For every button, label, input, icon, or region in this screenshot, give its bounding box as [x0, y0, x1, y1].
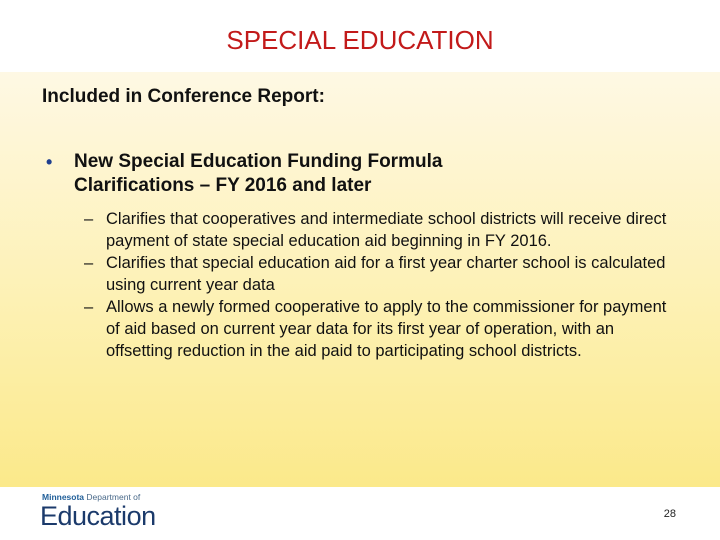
sub-bullet-item	[84, 252, 684, 296]
sub-bullet-list	[84, 208, 684, 362]
dash-icon: –	[84, 298, 94, 316]
sub-bullet-text: Clarifies that special education aid for a first year charter school is calculated using current year data	[106, 254, 666, 294]
logo-word-part: Educati	[40, 501, 127, 531]
sub-bullet-item	[84, 208, 684, 252]
slide-title: SPECIAL EDUCATION	[226, 25, 494, 55]
bullet-line-1: New Special Education Funding Formula	[74, 151, 443, 172]
bullet-icon: •	[46, 152, 53, 172]
bullet-text	[74, 150, 634, 198]
logo-wordmark	[40, 501, 156, 531]
logo-department: Department of	[86, 492, 141, 502]
logo-o-icon: o	[126, 501, 142, 531]
sub-bullet-item	[84, 296, 684, 362]
mde-logo	[38, 490, 168, 534]
slide-subtitle: Included in Conference Report:	[42, 86, 325, 107]
bullet-line-2: Clarifications – FY 2016 and later	[74, 175, 372, 196]
logo-word-part: n	[141, 501, 156, 531]
page-number: 28	[663, 508, 676, 520]
sub-bullet-text: Allows a newly formed cooperative to apply to the commissioner for payment of aid based on current year data for its first year of operation, with an offsetting reduction in the aid paid to participating school districts.	[106, 298, 667, 360]
logo-state: Minnesota	[42, 492, 85, 502]
sub-bullet-text: Clarifies that cooperatives and intermediate school districts will receive direct payment of state special education aid beginning in FY 2016.	[106, 210, 667, 250]
dash-icon: –	[84, 210, 94, 228]
dash-icon: –	[84, 254, 94, 272]
